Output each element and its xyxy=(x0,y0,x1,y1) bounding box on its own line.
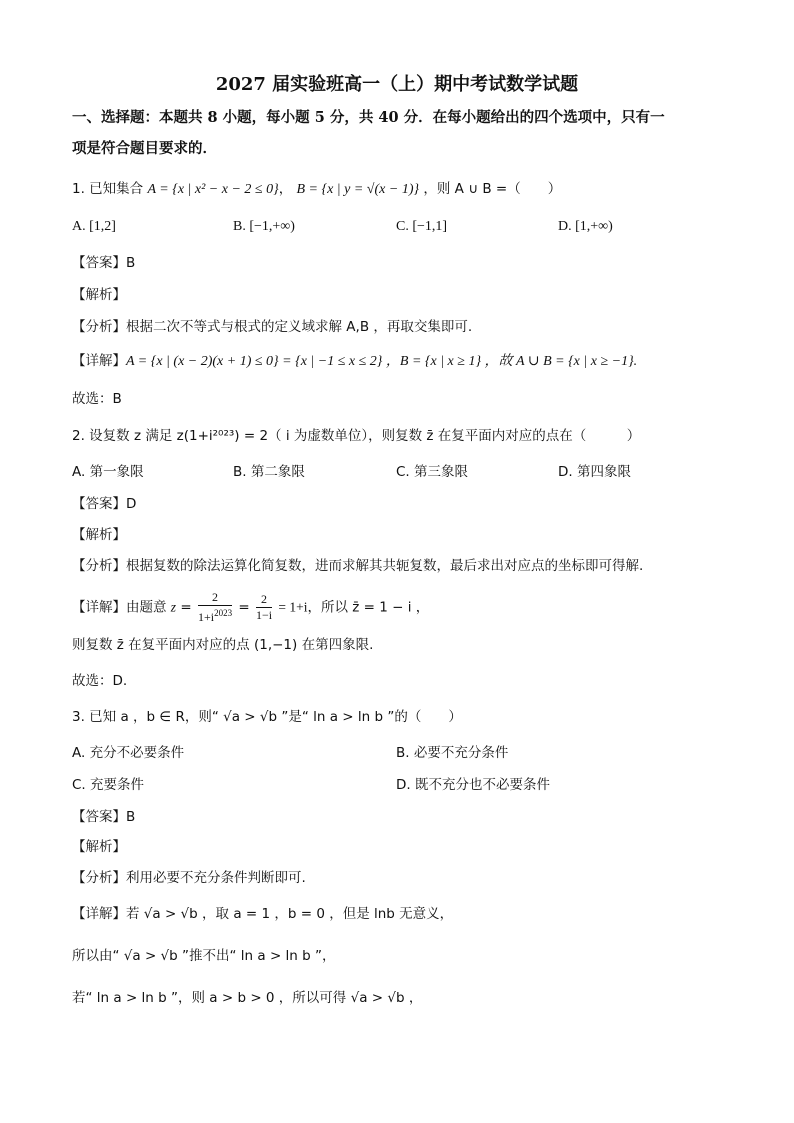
question-2-line2: 则复数 z̄ 在复平面内对应的点 (1,−1) 在第四象限. xyxy=(72,637,374,653)
question-2-conclusion: 故选：D. xyxy=(72,673,128,689)
question-3-answer xyxy=(72,808,135,826)
fenxi-label: 【分析】 xyxy=(72,558,126,574)
page-title: 2027 届实验班高一（上）期中考试数学试题 xyxy=(215,74,579,95)
answer-label: 【答案】 xyxy=(72,809,126,825)
xiangjie-text: 若 √a > √b ，取 a = 1 ，b = 0 ，但是 lnb 无意义， xyxy=(126,906,454,922)
fenxi-label: 【分析】 xyxy=(72,319,126,335)
xiangjie-suffix: ，所以 z̄ = 1 − i ， xyxy=(307,599,430,616)
question-2-xiangjie: 【详解】由题意 z = $\frac{2}{1+i^{2023}}$ = $\frac{2}{1-i}$ = 1+i，所以 z̄ = 1 − i ， xyxy=(72,590,430,624)
fraction-2: $\frac{2}{1-i}$ xyxy=(255,592,273,622)
answer-label: 【答案】 xyxy=(72,496,126,512)
fenxi-text: 根据复数的除法运算化简复数，进而求解其共轭复数，最后求出对应点的坐标即可得解. xyxy=(126,558,644,574)
question-1-stem: 1. 已知集合 A = {x | x² − x − 2 ≤ 0}， B = {x | y = √(x − 1)} ，则 A ∪ B =（ ） xyxy=(72,181,562,197)
question-1-ask: ，则 A ∪ B =（ ） xyxy=(423,181,562,197)
question-1-option-a: A. [1,2] xyxy=(72,219,116,234)
question-1-option-c: C. [−1,1] xyxy=(396,219,448,234)
xiangjie-label: 【详解】 xyxy=(72,353,126,369)
question-3-fenxi xyxy=(72,869,306,887)
xiangjie-label: 【详解】 xyxy=(72,599,126,616)
question-1-xiangjie xyxy=(72,352,637,371)
section-heading-line2: 项是符合题目要求的． xyxy=(72,140,217,157)
answer-label: 【答案】 xyxy=(72,255,126,271)
question-2-answer xyxy=(72,495,136,513)
analysis-label: 【解析】 xyxy=(72,839,126,855)
question-1-set-a: A = {x | x² − x − 2 ≤ 0} xyxy=(147,182,279,197)
question-2-stem: 2. 设复数 z 满足 z(1+i²⁰²³) = 2（ i 为虚数单位），则复数 z̄ 在复平面内对应的点在（ ） xyxy=(72,428,641,444)
xiangjie-text: A = {x | (x − 2)(x + 1) ≤ 0} = {x | −1 ≤ x ≤ 2} ，B = {x | x ≥ 1} ，故 A ∪ B = {x | x ≥ −1}. xyxy=(126,354,638,369)
question-3-line3: 若“ ln a > ln b ”，则 a > b > 0 ，所以可得 √a > √b ， xyxy=(72,990,423,1006)
question-1-conclusion: 故选：B xyxy=(72,391,122,407)
question-3-option-c: C. 充要条件 xyxy=(72,777,145,793)
question-3-option-b: B. 必要不充分条件 xyxy=(396,745,509,761)
xiangjie-label: 【详解】 xyxy=(72,906,126,922)
xiangjie-prefix: 由题意 xyxy=(126,599,167,616)
question-2-option-a: A. 第一象限 xyxy=(72,464,144,480)
question-2-fenxi xyxy=(72,557,643,575)
question-1-option-d: D. [1,+∞) xyxy=(558,219,613,234)
answer-value: B xyxy=(126,809,136,825)
question-1-answer xyxy=(72,254,135,272)
answer-value: B xyxy=(126,255,136,271)
answer-value: D xyxy=(126,496,137,512)
fenxi-label: 【分析】 xyxy=(72,870,126,886)
question-1-number: 1. 已知集合 xyxy=(72,181,144,197)
fraction-1: $\frac{2}{1+i^{2023}}$ xyxy=(197,590,233,624)
question-3-line2: 所以由“ √a > √b ”推不出“ ln a > ln b ”， xyxy=(72,948,336,964)
question-3-stem: 3. 已知 a ，b ∈ R，则“ √a > √b ”是“ ln a > ln b ”的（ ） xyxy=(72,709,462,725)
question-2-option-d: D. 第四象限 xyxy=(558,464,631,480)
question-3-option-a: A. 充分不必要条件 xyxy=(72,745,185,761)
question-3-xiangjie xyxy=(72,905,453,923)
fenxi-text: 根据二次不等式与根式的定义域求解 A,B ，再取交集即可. xyxy=(126,319,473,335)
analysis-label: 【解析】 xyxy=(72,527,126,543)
question-1-option-b: B. [−1,+∞) xyxy=(233,219,295,234)
question-3-option-d: D. 既不充分也不必要条件 xyxy=(396,777,550,793)
question-2-option-b: B. 第二象限 xyxy=(233,464,305,480)
analysis-label: 【解析】 xyxy=(72,287,126,303)
question-1-fenxi xyxy=(72,318,472,336)
question-2-option-c: C. 第三象限 xyxy=(396,464,469,480)
question-1-set-b: B = {x | y = √(x − 1)} xyxy=(296,182,420,197)
fenxi-text: 利用必要不充分条件判断即可. xyxy=(126,870,306,886)
section-heading-line1: 一、选择题：本题共 8 小题，每小题 5 分，共 40 分．在每小题给出的四个选项中，只有一 xyxy=(72,109,665,126)
